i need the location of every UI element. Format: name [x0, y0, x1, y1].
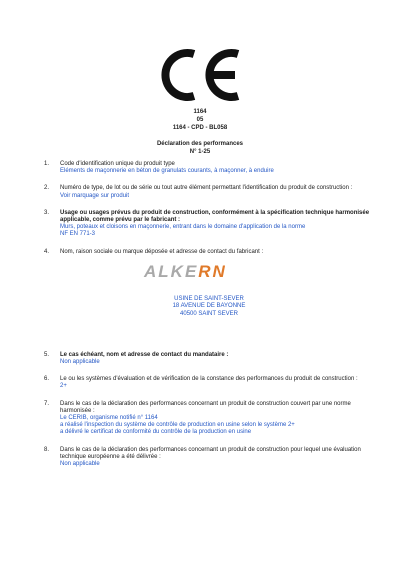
ce-mark-icon: [156, 46, 246, 104]
item-question: Dans le cas de la déclaration des performances concernant un produit de construction pour lequel une évaluation technique européenne a été délivrée :: [60, 446, 361, 460]
item-question: Numéro de type, de lot ou de série ou tout autre élément permettant l'identification du produit de construction :: [60, 185, 353, 192]
item-number: 8.: [44, 446, 50, 453]
address-line: 18 AVENUE DE BAYONNE: [172, 303, 246, 310]
header-version: 05: [196, 117, 204, 123]
item-question: Le ou les systèmes d'évaluation et de vérification de la constance des performances du produit de construction :: [60, 376, 358, 383]
list-item: [44, 376, 374, 390]
item-number: 7.: [44, 400, 50, 407]
item-number: 3.: [44, 209, 50, 216]
item-answer: a réalisé l'inspection du système de contrôle de production en usine selon le système 2+: [60, 422, 295, 429]
list-item: [44, 447, 374, 469]
declaration-items: [44, 161, 374, 468]
item-answer: Non applicable: [60, 461, 100, 468]
logo-text-grey: ALKE: [144, 261, 199, 281]
item-question: Nom, raison sociale ou marque déposée et adresse de contact du fabricant :: [60, 248, 264, 255]
item-number: 5.: [44, 351, 50, 358]
header-code: 1164: [193, 109, 207, 115]
item-answer: NF EN 771-3: [60, 231, 96, 238]
item-answer: Voir marquage sur produit: [60, 192, 130, 199]
item-question: Usage ou usages prévus du produit de construction, conformément à la spécification technique harmonisée applicable, comme prévu par le fabricant :: [60, 209, 370, 224]
list-item: [44, 401, 374, 437]
item-answer: Non applicable: [60, 359, 100, 366]
item-question: Le cas échéant, nom et adresse de contact du mandataire :: [60, 351, 229, 358]
list-item: [44, 185, 374, 199]
item-answer: Le CERIB, organisme notifié n° 1164: [60, 415, 158, 422]
manufacturer-logo: [144, 262, 227, 282]
address-line: USINE DE SAINT-SEVER: [174, 295, 244, 302]
address-line: 40500 SAINT SEVER: [180, 310, 238, 317]
item-answer: Murs, poteaux et cloisons en maçonnerie, entrant dans le domaine d'application de la norme: [60, 224, 306, 231]
item-answer: Eléments de maçonnerie en béton de granulats courants, à maçonner, à enduire: [60, 168, 274, 175]
item-question: Dans le cas de la déclaration des performances concernant un produit de construction couvert par une norme harmonisée :: [60, 400, 351, 414]
manufacturer-address: [44, 296, 374, 318]
list-item: [44, 161, 374, 175]
document-title: Déclaration des performances: [156, 141, 244, 147]
item-number: 1.: [44, 161, 50, 167]
header-certificate: 1164 - CPD - BL058: [172, 125, 228, 131]
manufacturer-block: [44, 256, 374, 352]
item-answer: 2+: [60, 383, 67, 390]
logo-text-orange: RN: [198, 261, 227, 281]
document-number: N° 1-25: [189, 149, 211, 155]
item-number: 4.: [44, 248, 50, 255]
item-number: 2.: [44, 185, 50, 192]
list-item: [44, 352, 374, 366]
item-question: Code d'identification unique du produit type: [60, 161, 175, 167]
item-answer: a délivré le certificat de conformité du contrôle de la production en usine: [60, 429, 252, 436]
list-item: [44, 249, 374, 256]
list-item: [44, 210, 374, 239]
item-number: 6.: [44, 376, 50, 383]
